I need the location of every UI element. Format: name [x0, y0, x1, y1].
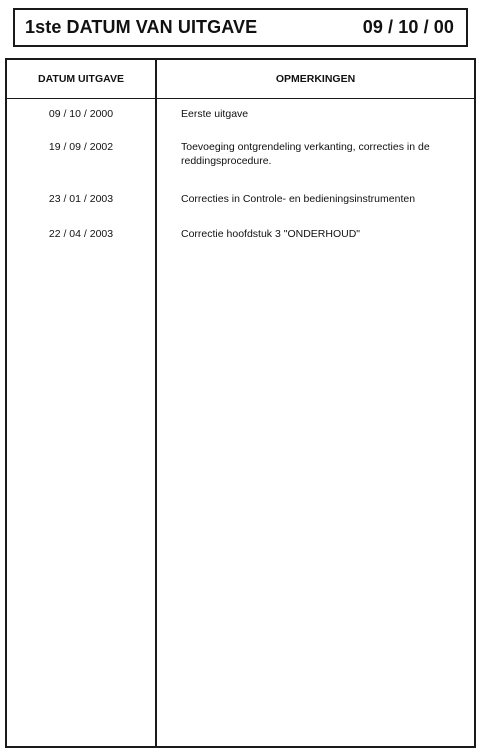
row-note: Toevoeging ontgrendeling verkanting, correcties in de reddingsprocedure. — [181, 141, 430, 167]
column-header-notes: OPMERKINGEN — [275, 72, 356, 85]
column-header-date: DATUM UITGAVE — [38, 72, 124, 85]
table-header — [7, 60, 474, 99]
row-note: Eerste uitgave — [181, 108, 249, 120]
revision-table — [5, 58, 476, 748]
title-box — [13, 8, 468, 47]
row-date: 19 / 09 / 2002 — [48, 141, 114, 153]
table-row — [7, 107, 474, 121]
row-date: 23 / 01 / 2003 — [48, 193, 114, 205]
row-date: 09 / 10 / 2000 — [48, 108, 114, 120]
issue-date: 09 / 10 / 00 — [362, 17, 454, 37]
row-note: Correctie hoofdstuk 3 "ONDERHOUD" — [181, 228, 361, 240]
table-row — [7, 227, 474, 241]
table-row — [7, 140, 474, 168]
table-body — [7, 99, 474, 241]
table-row — [7, 192, 474, 206]
page-title: 1ste DATUM VAN UITGAVE — [25, 17, 258, 37]
row-date: 22 / 04 / 2003 — [48, 228, 114, 240]
row-note: Correcties in Controle- en bedieningsinstrumenten — [181, 193, 416, 205]
